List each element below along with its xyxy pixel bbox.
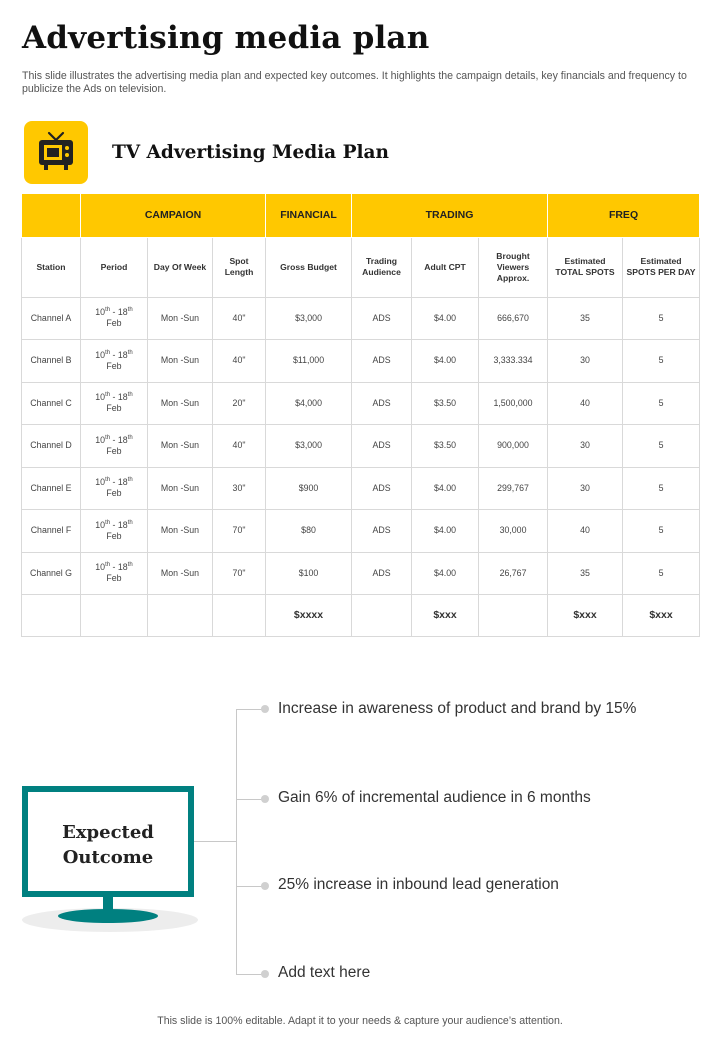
viewers-cell: 30,000 — [479, 510, 548, 553]
outcome-branch — [236, 709, 262, 710]
trading-audience-cell: ADS — [352, 467, 412, 510]
period-part: th — [127, 477, 133, 484]
group-header-trading: TRADING — [352, 194, 548, 237]
spots-per-day-cell: 5 — [623, 425, 700, 468]
period-part: th — [105, 562, 111, 569]
period-part: 10 — [95, 562, 106, 573]
spot-length-cell: 20" — [213, 382, 266, 425]
table-row — [22, 297, 700, 340]
period-part: th — [105, 307, 111, 314]
column-header-row — [22, 237, 700, 297]
outcome-bullet — [261, 882, 269, 890]
group-header-campaign: CAMPAION — [81, 194, 266, 237]
total-spots-cell: 30 — [548, 340, 623, 383]
spot-length-cell: 70" — [213, 510, 266, 553]
totals-spots-per-day: $xxx — [623, 595, 700, 637]
tv-icon — [35, 130, 77, 174]
period-part: 10 — [95, 307, 106, 318]
total-spots-cell: 35 — [548, 297, 623, 340]
table-row — [22, 425, 700, 468]
media-plan-table — [21, 194, 700, 637]
column-header-period: Period — [81, 237, 148, 297]
viewers-cell: 3,333.334 — [479, 340, 548, 383]
period-part: th — [127, 562, 133, 569]
day-cell: Mon -Sun — [148, 382, 213, 425]
total-spots-cell: 30 — [548, 425, 623, 468]
spot-length-cell: 40" — [213, 425, 266, 468]
column-header-station: Station — [22, 237, 81, 297]
gross-budget-cell: $3,000 — [266, 297, 352, 340]
totals-cell-empty — [81, 595, 148, 637]
outcome-connector-link — [194, 841, 236, 842]
gross-budget-cell: $80 — [266, 510, 352, 553]
period-part: Feb — [106, 360, 122, 371]
day-cell: Mon -Sun — [148, 510, 213, 553]
spot-length-cell: 30" — [213, 467, 266, 510]
column-header-viewers: Brought Viewers Approx. — [479, 237, 548, 297]
period-part: th — [127, 434, 133, 441]
gross-budget-cell: $3,000 — [266, 425, 352, 468]
period-part: - 18 — [110, 434, 128, 445]
day-cell: Mon -Sun — [148, 467, 213, 510]
group-header-blank — [22, 194, 81, 237]
period-part: th — [105, 349, 111, 356]
outcome-item: Increase in awareness of product and brand by 15% — [278, 700, 637, 717]
total-spots-cell: 30 — [548, 467, 623, 510]
spots-per-day-cell: 5 — [623, 510, 700, 553]
trading-audience-cell: ADS — [352, 382, 412, 425]
trading-audience-cell: ADS — [352, 425, 412, 468]
station-cell: Channel B — [22, 340, 81, 383]
column-header-day: Day Of Week — [148, 237, 213, 297]
spots-per-day-cell: 5 — [623, 340, 700, 383]
section-title: TV Advertising Media Plan — [112, 142, 389, 163]
table-row — [22, 340, 700, 383]
totals-total-spots: $xxx — [548, 595, 623, 637]
period-part: Feb — [106, 318, 122, 329]
period-cell — [81, 510, 148, 553]
spots-per-day-cell: 5 — [623, 297, 700, 340]
spot-length-cell: 40" — [213, 340, 266, 383]
table-row — [22, 382, 700, 425]
outcome-item: Add text here — [278, 964, 371, 981]
group-header-freq: FREQ — [548, 194, 700, 237]
day-cell: Mon -Sun — [148, 297, 213, 340]
period-cell — [81, 382, 148, 425]
adult-cpt-cell: $3.50 — [412, 425, 479, 468]
outcome-item: Gain 6% of incremental audience in 6 months — [278, 789, 591, 806]
gross-budget-cell: $11,000 — [266, 340, 352, 383]
page-description: This slide illustrates the advertising media plan and expected key outcomes. It highlights the campaign details, key financials and frequency to publicize the Ads on television. — [22, 70, 687, 95]
monitor-stand-base — [58, 909, 158, 923]
period-part: Feb — [106, 488, 122, 499]
outcome-bullet — [261, 705, 269, 713]
adult-cpt-cell: $4.00 — [412, 552, 479, 595]
trading-audience-cell: ADS — [352, 297, 412, 340]
totals-cell-empty — [148, 595, 213, 637]
period-part: th — [127, 307, 133, 314]
gross-budget-cell: $100 — [266, 552, 352, 595]
totals-cell-empty — [22, 595, 81, 637]
column-header-adult-cpt: Adult CPT — [412, 237, 479, 297]
adult-cpt-cell: $4.00 — [412, 297, 479, 340]
totals-row — [22, 595, 700, 637]
period-cell — [81, 297, 148, 340]
table-row — [22, 552, 700, 595]
day-cell: Mon -Sun — [148, 552, 213, 595]
totals-cpt: $xxx — [412, 595, 479, 637]
outcome-bullet — [261, 795, 269, 803]
period-part: 10 — [95, 477, 106, 488]
period-part: Feb — [106, 573, 122, 584]
table-row — [22, 467, 700, 510]
adult-cpt-cell: $3.50 — [412, 382, 479, 425]
viewers-cell: 900,000 — [479, 425, 548, 468]
adult-cpt-cell: $4.00 — [412, 340, 479, 383]
group-header-row — [22, 194, 700, 237]
period-part: th — [105, 434, 111, 441]
viewers-cell: 299,767 — [479, 467, 548, 510]
column-header-trading-audience: Trading Audience — [352, 237, 412, 297]
period-part: 10 — [95, 349, 106, 360]
period-part: th — [127, 392, 133, 399]
spot-length-cell: 70" — [213, 552, 266, 595]
tv-badge — [24, 121, 88, 184]
period-part: - 18 — [110, 562, 128, 573]
totals-cell-empty — [213, 595, 266, 637]
page-title: Advertising media plan — [22, 20, 430, 56]
column-header-spot-length: Spot Length — [213, 237, 266, 297]
total-spots-cell: 40 — [548, 510, 623, 553]
totals-cell-empty — [479, 595, 548, 637]
day-cell: Mon -Sun — [148, 340, 213, 383]
monitor-stand-neck — [103, 897, 113, 911]
column-header-gross-budget: Gross Budget — [266, 237, 352, 297]
period-cell — [81, 340, 148, 383]
outcome-connector — [236, 709, 237, 974]
spots-per-day-cell: 5 — [623, 382, 700, 425]
column-header-spots-per-day: Estimated SPOTS PER DAY — [623, 237, 700, 297]
station-cell: Channel D — [22, 425, 81, 468]
footer-note: This slide is 100% editable. Adapt it to your needs & capture your audience’s attention. — [157, 1015, 563, 1027]
period-part: 10 — [95, 392, 106, 403]
period-part: Feb — [106, 530, 122, 541]
outcome-item: 25% increase in inbound lead generation — [278, 876, 559, 893]
period-cell — [81, 467, 148, 510]
group-header-financial: FINANCIAL — [266, 194, 352, 237]
period-part: - 18 — [110, 307, 128, 318]
trading-audience-cell: ADS — [352, 340, 412, 383]
period-part: th — [105, 392, 111, 399]
spots-per-day-cell: 5 — [623, 467, 700, 510]
outcome-branch — [236, 886, 262, 887]
totals-budget: $xxxx — [266, 595, 352, 637]
period-part: Feb — [106, 445, 122, 456]
period-part: - 18 — [110, 392, 128, 403]
trading-audience-cell: ADS — [352, 510, 412, 553]
period-cell — [81, 425, 148, 468]
totals-cell-empty — [352, 595, 412, 637]
adult-cpt-cell: $4.00 — [412, 510, 479, 553]
station-cell: Channel E — [22, 467, 81, 510]
period-cell — [81, 552, 148, 595]
period-part: Feb — [106, 403, 122, 414]
period-part: 10 — [95, 434, 106, 445]
period-part: - 18 — [110, 477, 128, 488]
period-part: th — [127, 519, 133, 526]
viewers-cell: 26,767 — [479, 552, 548, 595]
gross-budget-cell: $900 — [266, 467, 352, 510]
spot-length-cell: 40" — [213, 297, 266, 340]
period-part: 10 — [95, 519, 106, 530]
station-cell: Channel C — [22, 382, 81, 425]
table-row — [22, 510, 700, 553]
day-cell: Mon -Sun — [148, 425, 213, 468]
total-spots-cell: 40 — [548, 382, 623, 425]
viewers-cell: 666,670 — [479, 297, 548, 340]
period-part: th — [105, 477, 111, 484]
outcome-branch — [236, 974, 262, 975]
station-cell: Channel G — [22, 552, 81, 595]
station-cell: Channel A — [22, 297, 81, 340]
adult-cpt-cell: $4.00 — [412, 467, 479, 510]
outcome-branch — [236, 799, 262, 800]
station-cell: Channel F — [22, 510, 81, 553]
spots-per-day-cell: 5 — [623, 552, 700, 595]
period-part: th — [127, 349, 133, 356]
trading-audience-cell: ADS — [352, 552, 412, 595]
gross-budget-cell: $4,000 — [266, 382, 352, 425]
period-part: - 18 — [110, 519, 128, 530]
expected-outcome-monitor — [22, 786, 194, 897]
viewers-cell: 1,500,000 — [479, 382, 548, 425]
period-part: th — [105, 519, 111, 526]
outcome-bullet — [261, 970, 269, 978]
total-spots-cell: 35 — [548, 552, 623, 595]
period-part: - 18 — [110, 349, 128, 360]
expected-outcome-label: Expected Outcome — [62, 822, 154, 868]
column-header-total-spots: Estimated TOTAL SPOTS — [548, 237, 623, 297]
